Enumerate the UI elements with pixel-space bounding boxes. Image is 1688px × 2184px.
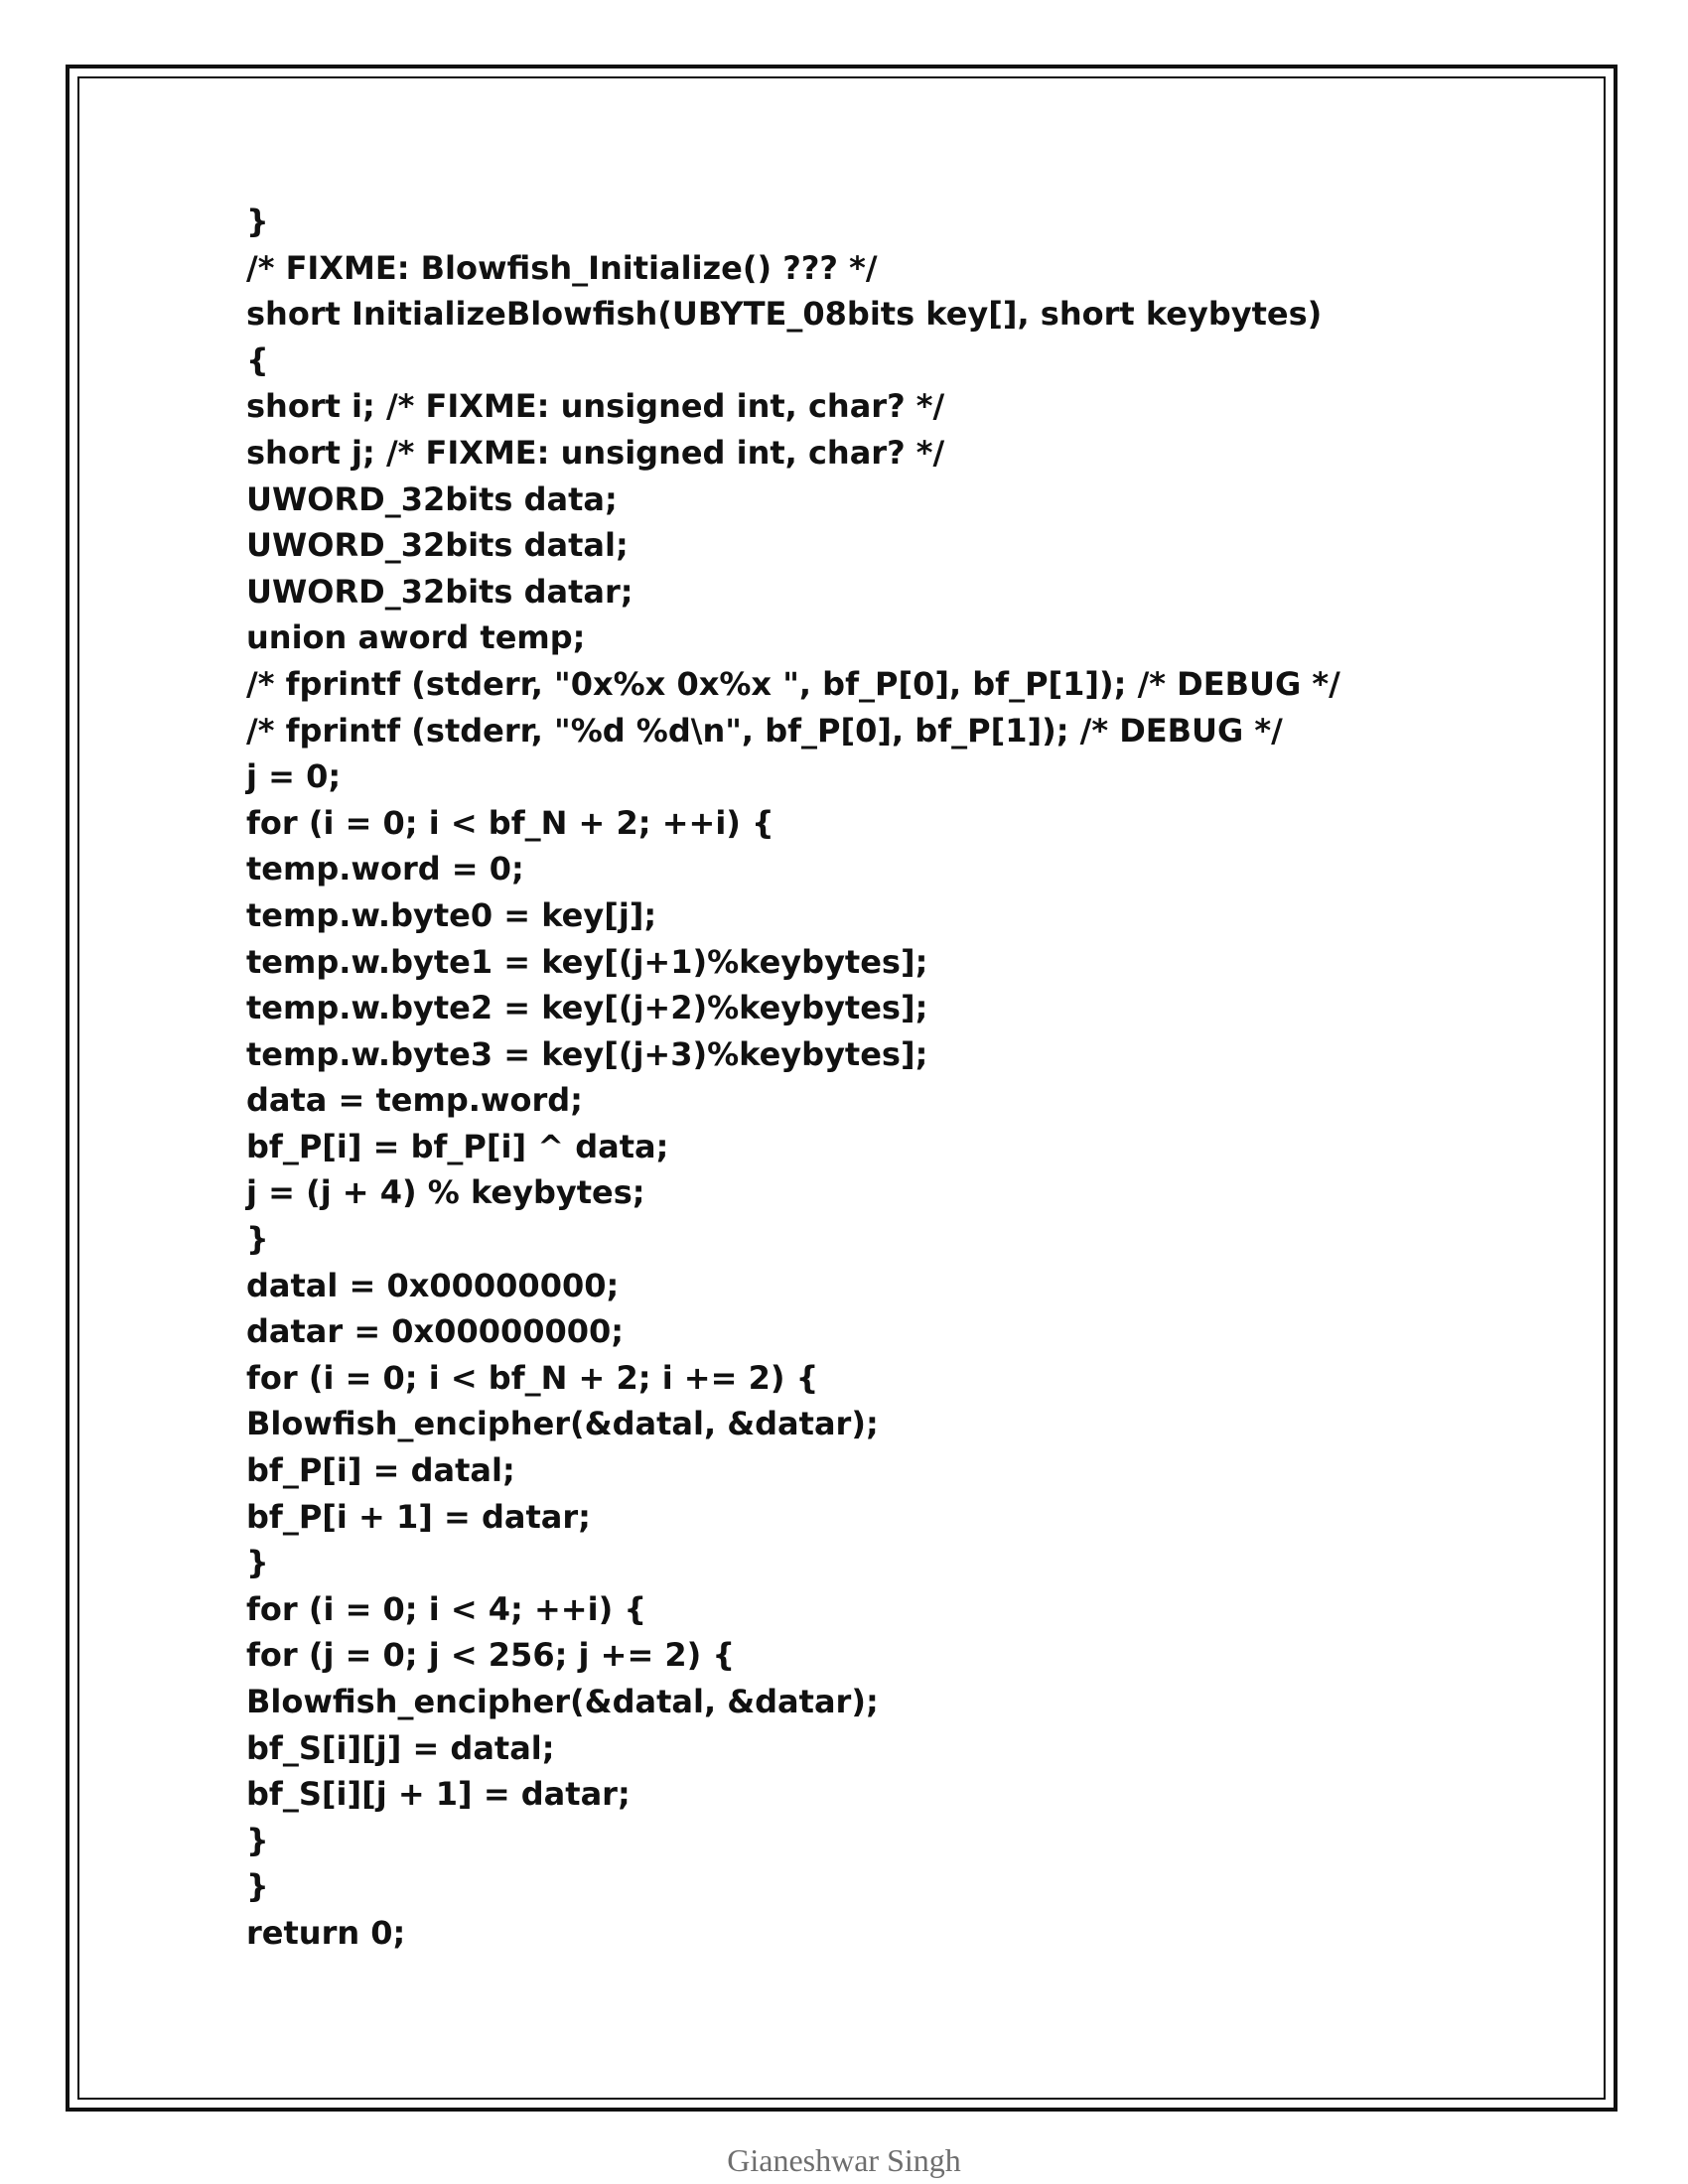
code-line: /* FIXME: Blowfish_Initialize() ??? */ (246, 248, 878, 287)
code-block (246, 199, 1340, 1957)
code-line: /* fprintf (stderr, "0x%x 0x%x ", bf_P[0], bf_P[1]); /* DEBUG */ (246, 664, 1340, 703)
code-line: datal = 0x00000000; (246, 1266, 620, 1304)
code-line: temp.w.byte2 = key[(j+2)%keybytes]; (246, 989, 928, 1027)
code-line: for (i = 0; i < bf_N + 2; i += 2) { (246, 1358, 819, 1397)
code-line: for (j = 0; j < 256; j += 2) { (246, 1636, 736, 1675)
code-line: } (246, 203, 269, 240)
code-line: j = 0; (246, 757, 342, 796)
code-line: bf_S[i][j] = datal; (246, 1728, 555, 1767)
code-line: datar = 0x00000000; (246, 1312, 625, 1351)
code-line: UWORD_32bits datal; (246, 526, 629, 565)
code-line: bf_P[i] = datal; (246, 1451, 515, 1490)
code-line: short i; /* FIXME: unsigned int, char? */ (246, 387, 945, 426)
code-line: bf_P[i + 1] = datar; (246, 1497, 591, 1536)
code-line: } (246, 1220, 269, 1259)
code-line: for (i = 0; i < bf_N + 2; ++i) { (246, 803, 774, 842)
code-line: union aword temp; (246, 618, 586, 657)
code-line: short j; /* FIXME: unsigned int, char? */ (246, 433, 945, 472)
code-line: UWORD_32bits data; (246, 479, 618, 518)
code-line: } (246, 1544, 269, 1582)
code-line: Blowfish_encipher(&datal, &datar); (246, 1405, 879, 1443)
code-line: for (i = 0; i < 4; ++i) { (246, 1589, 647, 1628)
code-line: return 0; (246, 1913, 406, 1952)
code-line: bf_P[i] = bf_P[i] ^ data; (246, 1127, 669, 1165)
code-line: { (246, 341, 269, 379)
code-line: temp.w.byte3 = key[(j+3)%keybytes]; (246, 1034, 928, 1073)
code-line: temp.w.byte0 = key[j]; (246, 895, 657, 934)
code-line: UWORD_32bits datar; (246, 572, 633, 611)
code-line: } (246, 1821, 269, 1859)
code-line: j = (j + 4) % keybytes; (246, 1173, 645, 1212)
code-line: Blowfish_encipher(&datal, &datar); (246, 1683, 879, 1720)
code-line: bf_S[i][j + 1] = datar; (246, 1775, 631, 1814)
code-line: temp.w.byte1 = key[(j+1)%keybytes]; (246, 942, 928, 981)
code-line: } (246, 1867, 269, 1906)
code-line: temp.word = 0; (246, 850, 524, 888)
code-line: data = temp.word; (246, 1081, 583, 1120)
code-line: short InitializeBlowfish(UBYTE_08bits key[], short keybytes) (246, 295, 1323, 334)
footer-author: Gianeshwar Singh (727, 2142, 961, 2178)
code-line: /* fprintf (stderr, "%d %d\n", bf_P[0], bf_P[1]); /* DEBUG */ (246, 711, 1283, 750)
